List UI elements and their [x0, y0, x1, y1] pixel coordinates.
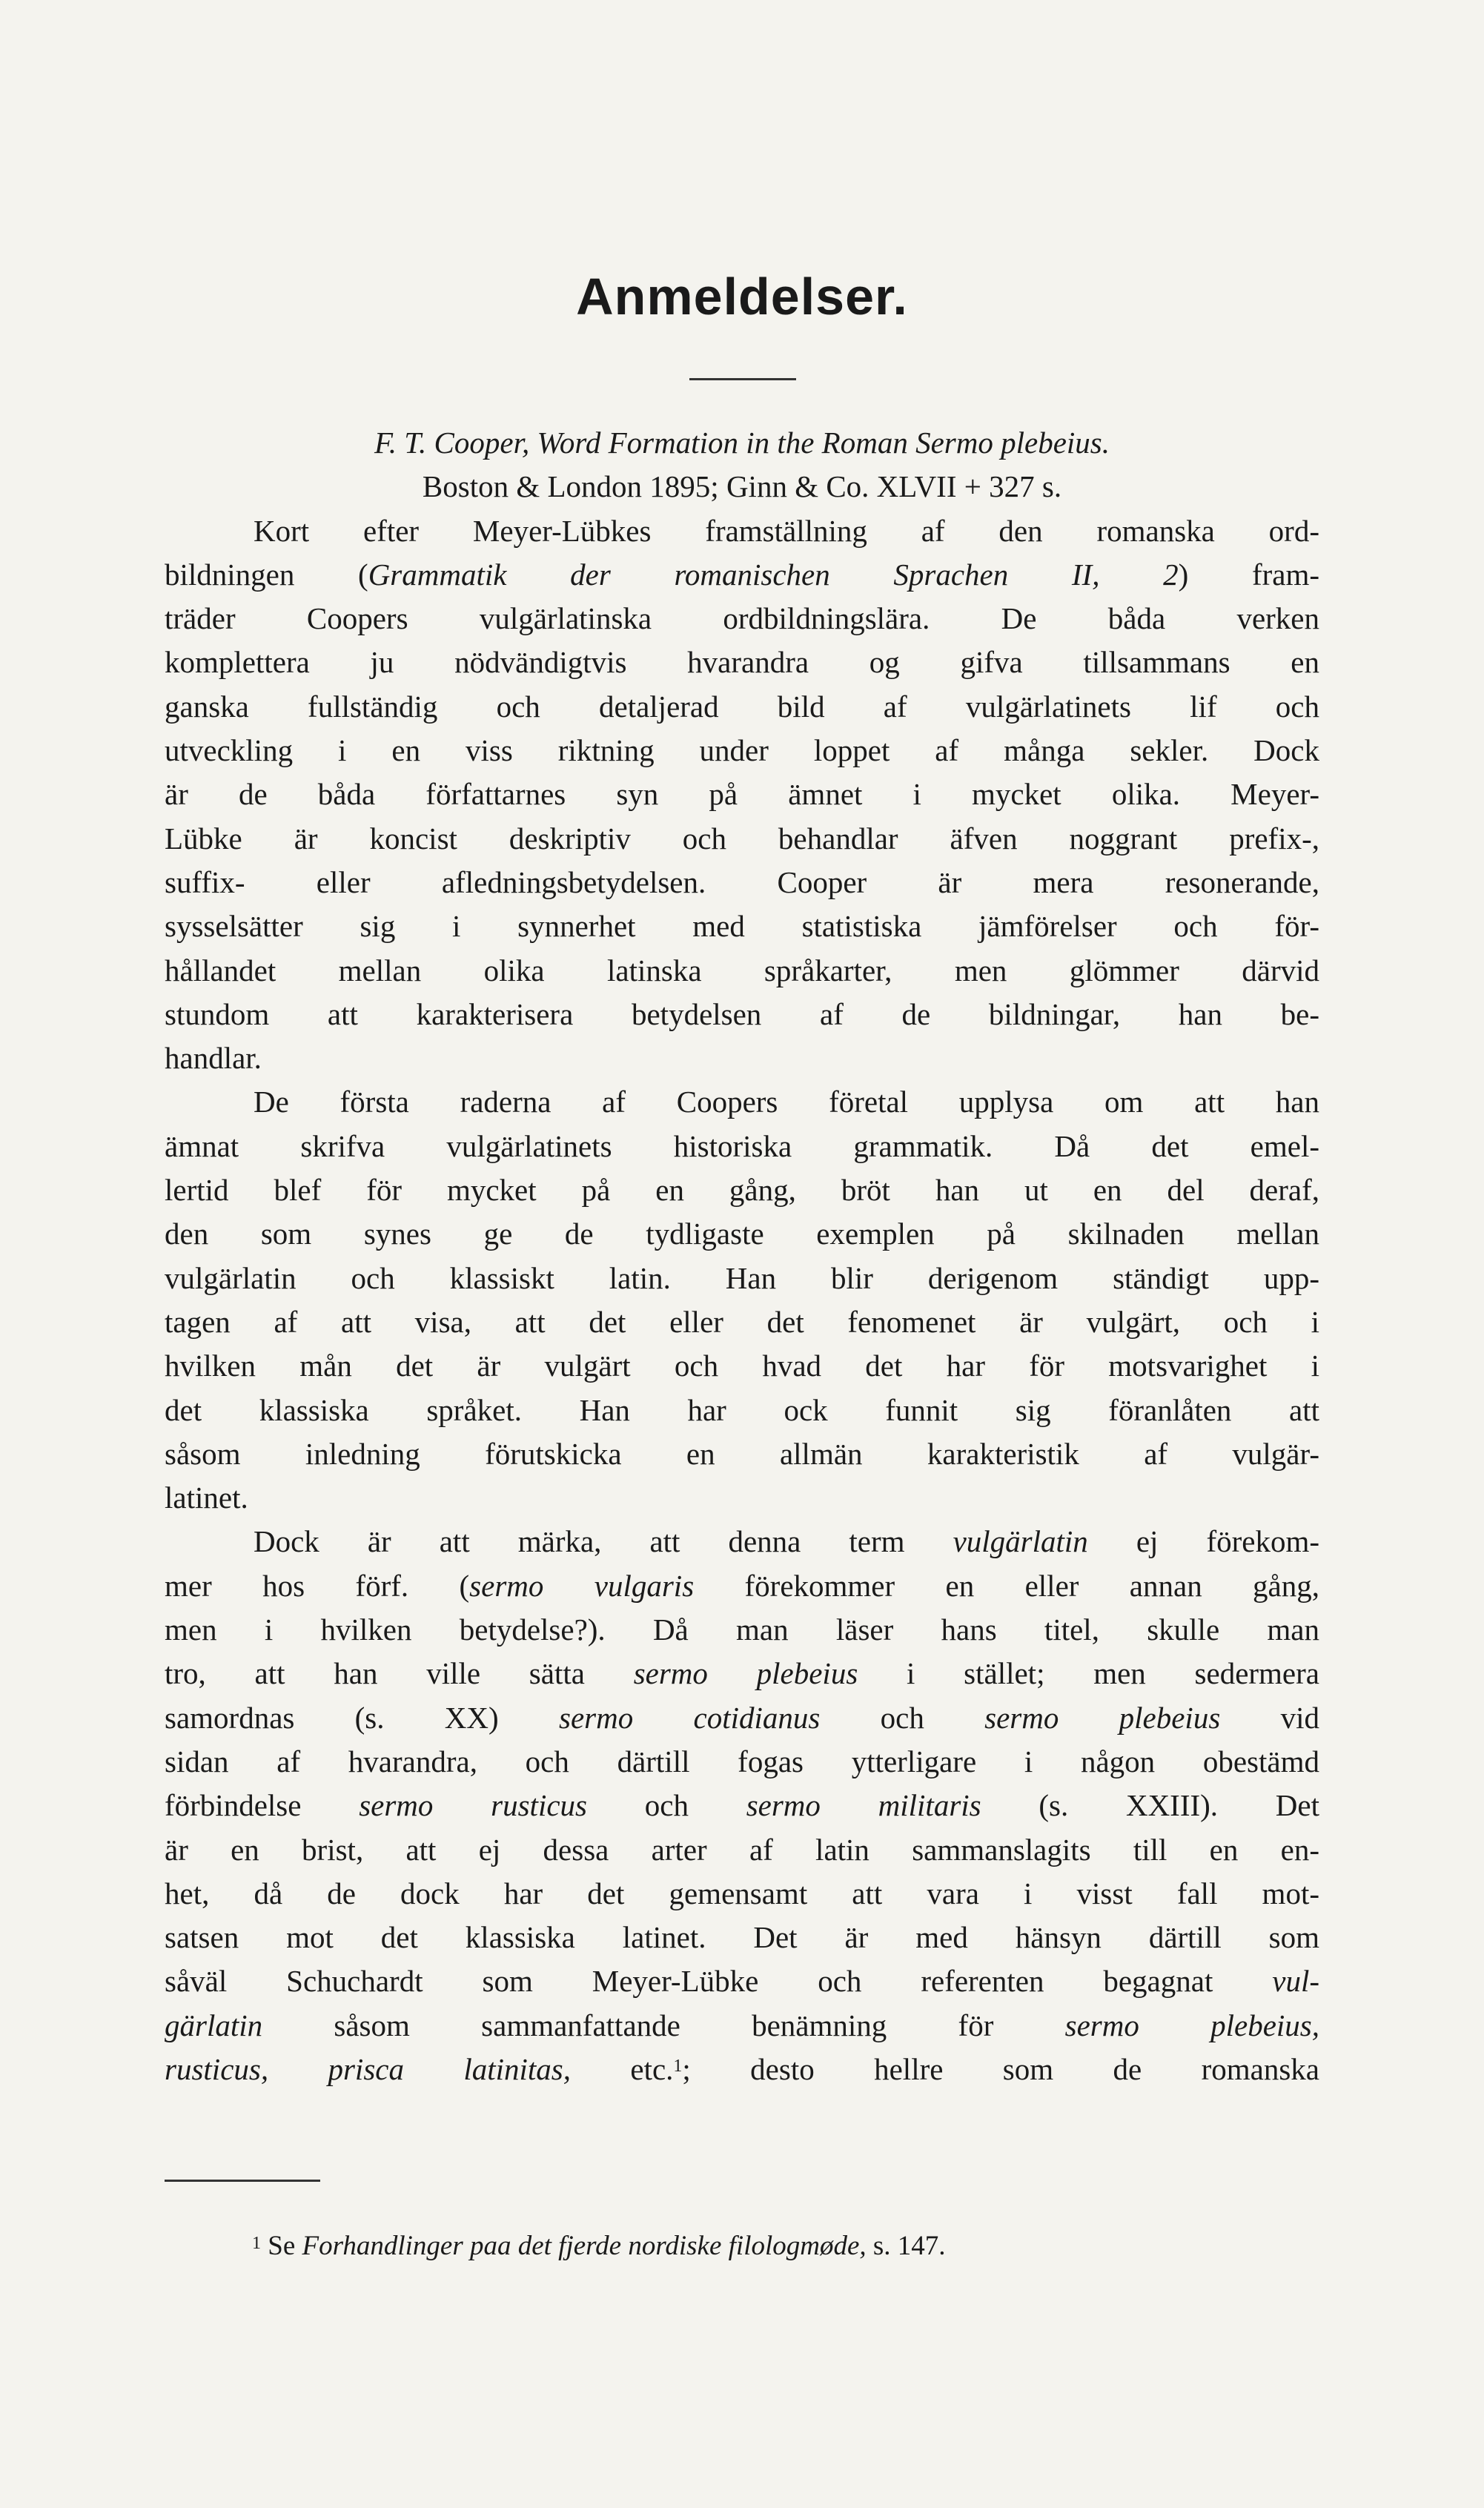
- text-line: [165, 1959, 1319, 2003]
- text-run: (s. XXIII). Det: [981, 1788, 1319, 1823]
- text-run: såväl Schuchardt som Meyer-Lübke och referenten begagnat: [165, 1964, 1273, 1999]
- text-line: [165, 1036, 1319, 1080]
- text-run: ganska fullständig och detaljerad bild af vulgärlatinets lif och: [165, 689, 1319, 724]
- footnote-rule: [165, 2180, 320, 2182]
- footnote-marker: 1: [673, 2056, 683, 2076]
- text-line: [165, 597, 1319, 641]
- footnote-number: 1: [252, 2234, 261, 2253]
- text-line: [165, 1564, 1319, 1608]
- text-run: förbindelse: [165, 1788, 360, 1823]
- text-run: samordnas (s. XX): [165, 1700, 559, 1735]
- italic-run: sermo rusticus: [359, 1788, 587, 1823]
- text-run: tro, att han ville sätta: [165, 1656, 634, 1691]
- text-line: [165, 1916, 1319, 1959]
- italic-run: sermo vulgaris: [469, 1568, 695, 1603]
- text-line: [165, 1432, 1319, 1476]
- text-line: [165, 1872, 1319, 1916]
- italic-run: rusticus, prisca latinitas,: [165, 2051, 571, 2086]
- text-run: det klassiska språket. Han har ock funnit sig föranlåten att: [165, 1392, 1319, 1427]
- italic-run: vulgärlatin: [953, 1524, 1088, 1559]
- text-line: [165, 949, 1319, 993]
- text-run: Kort efter Meyer-Lübkes framställning af den romanska ord-: [254, 513, 1319, 548]
- italic-run: sermo cotidianus: [558, 1700, 821, 1735]
- text-line: [165, 553, 1319, 597]
- italic-run: vul-: [1272, 1964, 1319, 1999]
- italic-run: Forhandlinger paa det fjerde nordiske filologmøde,: [302, 2231, 867, 2261]
- text-line: [165, 861, 1319, 904]
- text-line: [165, 1125, 1319, 1168]
- text-line: [165, 1080, 1319, 1124]
- text-run: är en brist, att ej dessa arter af latin sammanslagits till en en-: [165, 1832, 1319, 1867]
- text-run: träder Coopers vulgärlatinska ordbildningslära. De båda verken: [165, 601, 1319, 636]
- text-run: vid: [1220, 1700, 1319, 1735]
- text-line: [165, 1608, 1319, 1652]
- italic-run: sermo plebeius: [633, 1656, 858, 1691]
- text-run: lertid blef för mycket på en gång, bröt han ut en del deraf,: [165, 1173, 1319, 1208]
- text-line: [165, 509, 1319, 553]
- text-run: etc.: [571, 2051, 674, 2086]
- text-line: [165, 1344, 1319, 1388]
- text-run: het, då de dock har det gemensamt att vara i visst fall mot-: [165, 1876, 1319, 1910]
- text-run: såsom inledning förutskicka en allmän karakteristik af vulgär-: [165, 1436, 1319, 1471]
- text-line: [165, 817, 1319, 861]
- text-run: ej förekom-: [1087, 1524, 1319, 1559]
- text-run: bildningen (: [165, 557, 368, 592]
- text-run: s. 147.: [866, 2231, 946, 2261]
- heading-rule: [689, 378, 796, 380]
- citation-line: [165, 465, 1319, 509]
- text-run: vulgärlatin och klassiskt latin. Han blir derigenom ständigt upp-: [165, 1260, 1319, 1295]
- text-line: [165, 2004, 1319, 2048]
- text-run: Dock är att märka, att denna term: [254, 1524, 953, 1559]
- text-line: [165, 685, 1319, 729]
- text-run: utveckling i en viss riktning under loppet af många sekler. Dock: [165, 733, 1319, 768]
- text-run: sidan af hvarandra, och därtill fogas ytterligare i någon obestämd: [165, 1744, 1319, 1779]
- text-run: ) fram-: [1178, 557, 1319, 592]
- italic-run: sermo militaris: [746, 1788, 981, 1823]
- text-run: Lübke är koncist deskriptiv och behandlar äfven noggrant prefix-,: [165, 821, 1319, 856]
- text-run: ämnat skrifva vulgärlatinets historiska grammatik. Då det emel-: [165, 1128, 1319, 1163]
- footnote: [252, 2224, 1319, 2269]
- text-line: [165, 1520, 1319, 1564]
- text-run: och: [587, 1788, 746, 1823]
- text-line: [165, 1168, 1319, 1212]
- text-run: stundom att karakterisera betydelsen af de bildningar, han be-: [165, 996, 1319, 1031]
- text-line: [165, 1257, 1319, 1300]
- text-line: [165, 1784, 1319, 1827]
- text-run: hvilken mån det är vulgärt och hvad det har för motsvarighet i: [165, 1349, 1319, 1383]
- citation-line: [165, 421, 1319, 465]
- text-run: och: [820, 1700, 985, 1735]
- text-line: [165, 1696, 1319, 1740]
- text-line: [165, 772, 1319, 816]
- text-run: suffix- eller afledningsbetydelsen. Cooper är mera resonerande,: [165, 864, 1319, 899]
- text-line: [165, 1828, 1319, 1872]
- text-run: hållandet mellan olika latinska språkarter, men glömmer därvid: [165, 953, 1319, 987]
- text-run: såsom sammanfattande benämning för: [262, 2008, 1065, 2042]
- italic-run: sermo plebeius: [984, 1700, 1221, 1735]
- text-run: förekommer en eller annan gång,: [694, 1568, 1319, 1603]
- italic-run: gärlatin: [165, 2008, 263, 2042]
- text-run: latinet.: [165, 1480, 248, 1515]
- text-run: handlar.: [165, 1041, 262, 1076]
- text-run: komplettera ju nödvändigtvis hvarandra og gifva tillsammans en: [165, 645, 1319, 680]
- text-run: Se: [268, 2231, 302, 2261]
- body-text: [165, 421, 1319, 2091]
- text-run: men i hvilken betydelse?). Då man läser hans titel, skulle man: [165, 1612, 1319, 1647]
- text-run: är de båda författarnes syn på ämnet i mycket olika. Meyer-: [165, 777, 1319, 812]
- text-line: [165, 1740, 1319, 1784]
- text-line: [165, 993, 1319, 1036]
- text-line: [165, 641, 1319, 684]
- text-line: [165, 729, 1319, 772]
- text-line: [165, 1476, 1319, 1520]
- text-line: [165, 1652, 1319, 1695]
- text-run: ; desto hellre som de romanska: [682, 2051, 1319, 2086]
- text-run: Boston & London 1895; Ginn & Co. XLVII + 327 s.: [422, 469, 1062, 504]
- page-heading: Anmeldelser.: [576, 268, 908, 325]
- text-line: [165, 2048, 1319, 2091]
- text-run: den som synes ge de tydligaste exemplen på skilnaden mellan: [165, 1217, 1319, 1251]
- text-line: [165, 904, 1319, 948]
- text-run: tagen af att visa, att det eller det fenomenet är vulgärt, och i: [165, 1304, 1319, 1339]
- text-run: satsen mot det klassiska latinet. Det är med hänsyn därtill som: [165, 1920, 1319, 1955]
- text-run: De första raderna af Coopers företal upplysa om att han: [254, 1085, 1319, 1119]
- text-run: mer hos förf. (: [165, 1568, 470, 1603]
- text-line: [165, 1300, 1319, 1344]
- text-run: sysselsätter sig i synnerhet med statistiska jämförelser och för-: [165, 909, 1319, 944]
- italic-run: F. T. Cooper, Word Formation in the Roman Sermo plebeius.: [374, 426, 1110, 460]
- italic-run: Grammatik der romanischen Sprachen II, 2: [368, 557, 1179, 592]
- italic-run: sermo plebeius,: [1064, 2008, 1319, 2042]
- text-line: [165, 1212, 1319, 1256]
- text-line: [165, 1389, 1319, 1432]
- text-run: i stället; men sedermera: [858, 1656, 1319, 1691]
